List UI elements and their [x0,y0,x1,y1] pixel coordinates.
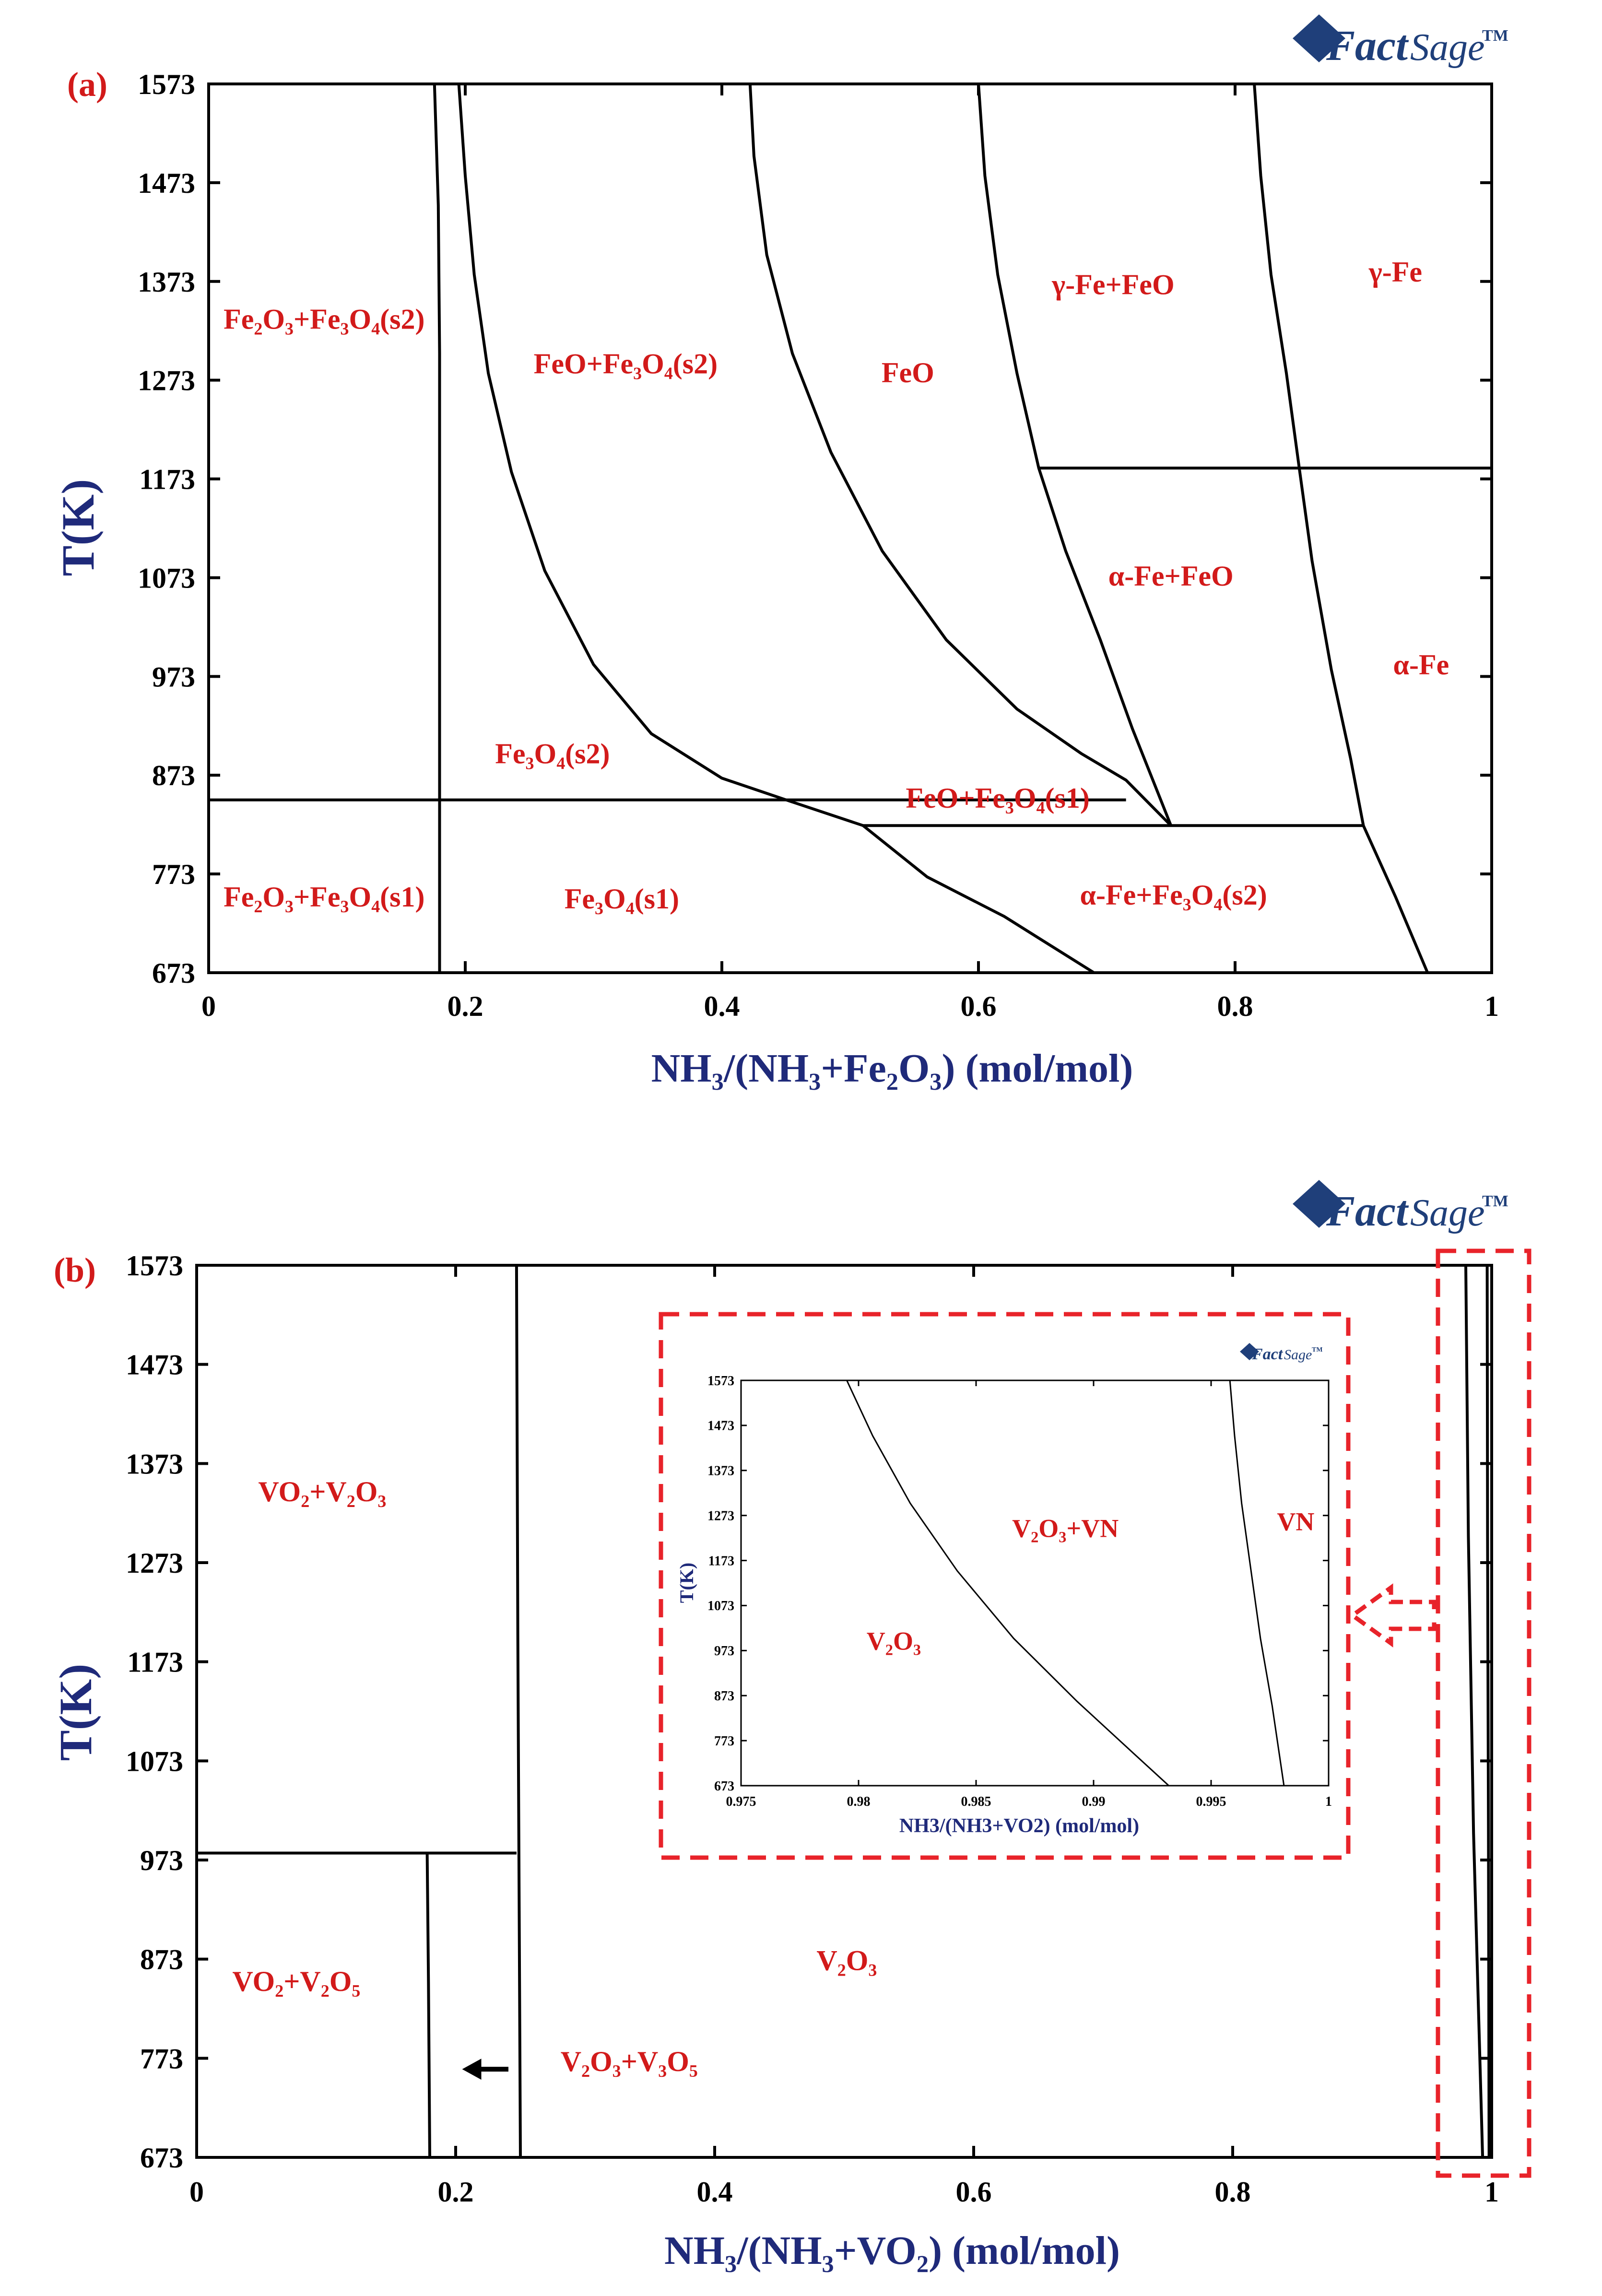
a-region-label: γ-Fe [1368,256,1423,288]
a-ytick-label: 673 [152,957,195,989]
a-phase-boundary [863,825,1094,973]
b-ytick-label: 1273 [126,1547,183,1579]
inset-ytick-label: 873 [714,1689,734,1704]
a-phase-boundary [459,84,863,825]
a-region-label: FeO+Fe₃O₄(s2) [533,348,718,380]
b-ytick-label: 1073 [126,1745,183,1778]
inset-ytick-label: 673 [714,1778,734,1794]
b-ytick-label: 973 [140,1845,183,1876]
a-xtick-label: 0 [201,990,216,1022]
b-xtick-label: 0 [189,2176,204,2208]
arrow-annotation [462,2059,509,2080]
panel-tag-a: (a) [67,65,107,104]
a-ytick-label: 873 [152,760,195,792]
panel-tag-b: (b) [54,1251,96,1289]
logo-a-tm: TM [1482,27,1508,45]
y-axis-label-b: T(K) [50,1663,101,1761]
logo-inset-word2: Sage [1284,1347,1312,1363]
factsage-logo-b [1293,1180,1508,1235]
a-region-label: FeO+Fe₃O₄(s1) [906,782,1090,814]
b-xtick-label: 1 [1484,2176,1499,2208]
a-xtick-label: 0.2 [447,990,483,1022]
a-xtick-label: 0.4 [704,990,740,1022]
inset-xtick-label: 0.995 [1196,1794,1226,1809]
inset-region-label: VN [1277,1507,1315,1536]
logo-a-word1: Fact [1326,22,1408,70]
a-ytick-label: 1473 [138,167,195,199]
b-xtick-label: 0.2 [437,2176,474,2208]
b-ytick-label: 873 [140,1943,183,1976]
inset-ytick-label: 1573 [707,1373,734,1389]
b-ytick-label: 1373 [126,1448,183,1480]
inset-xtick-label: 0.975 [726,1794,756,1809]
a-region-label: FeO [881,356,934,389]
y-axis-label-inset: T(K) [676,1562,697,1603]
b-phase-boundary [1487,1265,1489,2157]
arrow-left-icon [462,2059,482,2080]
a-xtick-label: 1 [1484,990,1499,1022]
inset-highlight-box [661,1314,1348,1858]
b-phase-boundary [517,1265,520,2157]
a-xtick-label: 0.8 [1217,990,1253,1022]
inset-ytick-label: 1373 [707,1463,734,1479]
b-region-label: V₂O₃ [816,1944,877,1977]
a-region-label: γ-Fe+FeO [1052,269,1175,301]
boundary-lines-a [209,84,1492,973]
b-phase-boundary [1466,1265,1483,2157]
b-xtick-label: 0.8 [1214,2176,1251,2208]
a-region-label: Fe₂O₃+Fe₃O₄(s2) [224,303,425,335]
inset-ytick-label: 1173 [708,1554,734,1569]
panel-a [52,14,1508,1091]
logo-b-tm: TM [1482,1192,1508,1210]
a-phase-boundary [750,84,1171,825]
b-xtick-label: 0.6 [955,2176,992,2208]
a-ytick-label: 1073 [138,562,195,594]
inset-xtick-label: 0.985 [961,1794,991,1809]
panel-b [50,1180,1529,2273]
inset-xtick-label: 1 [1325,1794,1332,1809]
factsage-logo-a [1293,14,1508,70]
inset-xtick-label: 0.99 [1082,1794,1106,1809]
a-region-label: α-Fe+FeO [1108,560,1234,592]
b-ytick-label: 773 [140,2043,183,2075]
b-region-label: VO₂+V₂O₅ [232,1965,361,1997]
b-phase-boundary [427,1853,430,2158]
hollow-arrow-icon [1353,1588,1434,1643]
a-phase-boundary [1254,84,1427,973]
b-region-label: VO₂+V₂O₃ [258,1475,387,1507]
a-ytick-label: 1273 [138,365,195,397]
ticks-a [138,69,1499,1022]
a-ytick-label: 773 [152,859,195,891]
a-xtick-label: 0.6 [960,990,997,1022]
logo-inset-word1: Fact [1252,1345,1283,1363]
inset-ytick-label: 1073 [707,1599,734,1614]
b-region-label: V₂O₃+V₃O₅ [560,2046,698,2078]
a-ytick-label: 1373 [138,266,195,298]
highlight-box-right [1438,1251,1529,2176]
a-region-label: Fe₃O₄(s1) [564,883,679,915]
b-ytick-label: 1573 [126,1250,183,1282]
x-axis-label-inset: NH3/(NH3+VO2) (mol/mol) [899,1815,1140,1837]
a-region-label: Fe₂O₃+Fe₃O₄(s1) [224,881,425,913]
b-ytick-label: 1173 [127,1646,183,1678]
b-xtick-label: 0.4 [696,2176,733,2208]
a-phase-boundary [435,84,440,973]
logo-b-word2: Sage [1410,1192,1485,1234]
x-axis-label-b: NH₃/(NH₃+VO₂) (mol/mol) [664,2228,1120,2273]
logo-inset-tm: TM [1312,1346,1323,1354]
inset-ytick-label: 773 [714,1733,734,1749]
inset-xtick-label: 0.98 [847,1794,871,1809]
inset-ytick-label: 1273 [707,1508,734,1524]
a-region-label: Fe₃O₄(s2) [495,738,610,770]
inset-region-label: V₂O₃+VN [1012,1514,1119,1543]
a-region-label: α-Fe+Fe₃O₄(s2) [1080,879,1267,911]
a-ytick-label: 1573 [138,69,195,100]
logo-b-word1: Fact [1326,1188,1408,1235]
plot-frame-a [209,84,1492,973]
inset-ytick-label: 973 [714,1644,734,1659]
logo-a-word2: Sage [1410,26,1485,69]
x-axis-label-a: NH₃/(NH₃+Fe₂O₃) (mol/mol) [651,1046,1133,1091]
a-ytick-label: 973 [152,661,195,693]
b-ytick-label: 1473 [126,1349,183,1381]
inset-region-label: V₂O₃ [866,1626,921,1656]
y-axis-label-a: T(K) [52,479,104,577]
b-ytick-label: 673 [140,2142,183,2174]
a-phase-boundary [978,84,1171,825]
a-ytick-label: 1173 [139,463,195,495]
inset-ytick-label: 1473 [707,1418,734,1434]
a-region-label: α-Fe [1393,649,1449,681]
